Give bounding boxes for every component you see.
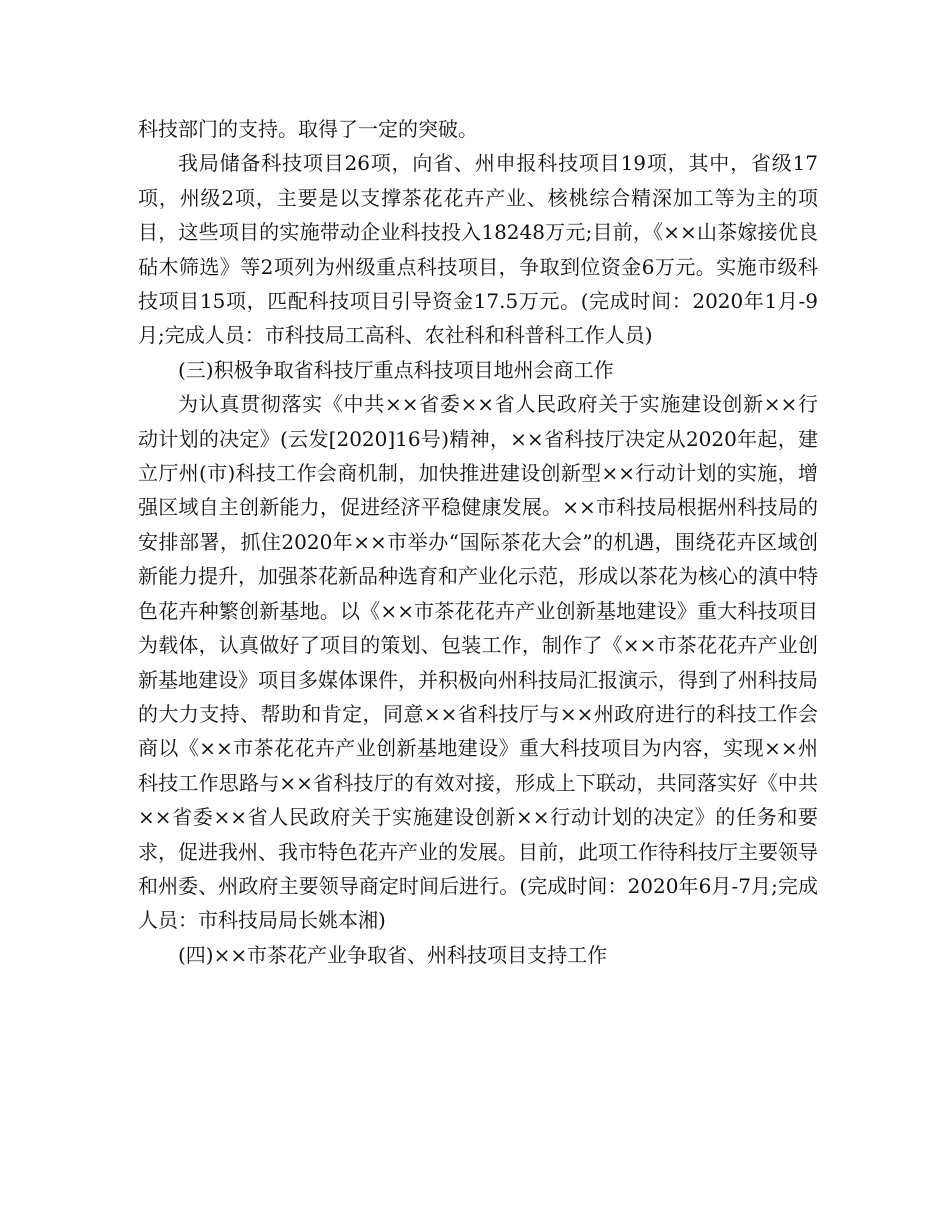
document-page [138,112,818,972]
paragraph-continuation: 科技部门的支持。取得了一定的突破。 [138,117,478,141]
paragraph-project-reserve: 我局储备科技项目26项，向省、州申报科技项目19项，其中，省级17项，州级2项，主要是以支撑茶花花卉产业、核桃综合精深加工等为主的项目，这些项目的实施带动企业科技投入18248万元;目前，《××山茶嫁接优良砧木筛选》等2项列为州级重点科技项目，争取到位资金6万元。实施市级科技项目15项，匹配科技项目引导资金17.5万元。(完成时间：2020年1月-9月;完成人员：市科技局工高科、农社科和科普科工作人员) [138,151,818,348]
section-heading-three: (三)积极争取省科技厅重点科技项目地州会商工作 [178,357,614,382]
paragraph-consultation-work: 为认真贯彻落实《中共××省委××省人民政府关于实施建设创新××行动计划的决定》(云发[2020]16号)精神，××省科技厅决定从2020年起，建立厅州(市)科技工作会商机制，加快推进建设创新型××行动计划的实施，增强区域自主创新能力，促进经济平稳健康发展。××市科技局根据州科技局的安排部署，抓住2020年××市举办“国际茶花大会”的机遇，围绕花卉区域创新能力提升，加强茶花新品种选育和产业化示范，形成以茶花为核心的滇中特色花卉种繁创新基地。以《××市茶花花卉产业创新基地建设》重大科技项目为载体，认真做好了项目的策划、包装工作，制作了《××市茶花花卉产业创新基地建设》项目多媒体课件，并积极向州科技局汇报演示，得到了州科技局的大力支持、帮助和肯定，同意××省科技厅与××州政府进行的科技工作会商以《××市茶花花卉产业创新基地建设》重大科技项目为内容，实现××州科技工作思路与××省科技厅的有效对接，形成上下联动，共同落实好《中共××省委××省人民政府关于实施建设创新××行动计划的决定》的任务和要求，促进我州、我市特色花卉产业的发展。目前，此项工作待科技厅主要领导和州委、州政府主要领导商定时间后进行。(完成时间：2020年6月-7月;完成人员：市科技局局长姚本湘) [138,392,818,933]
section-heading-four: (四)××市茶花产业争取省、州科技项目支持工作 [178,942,608,967]
